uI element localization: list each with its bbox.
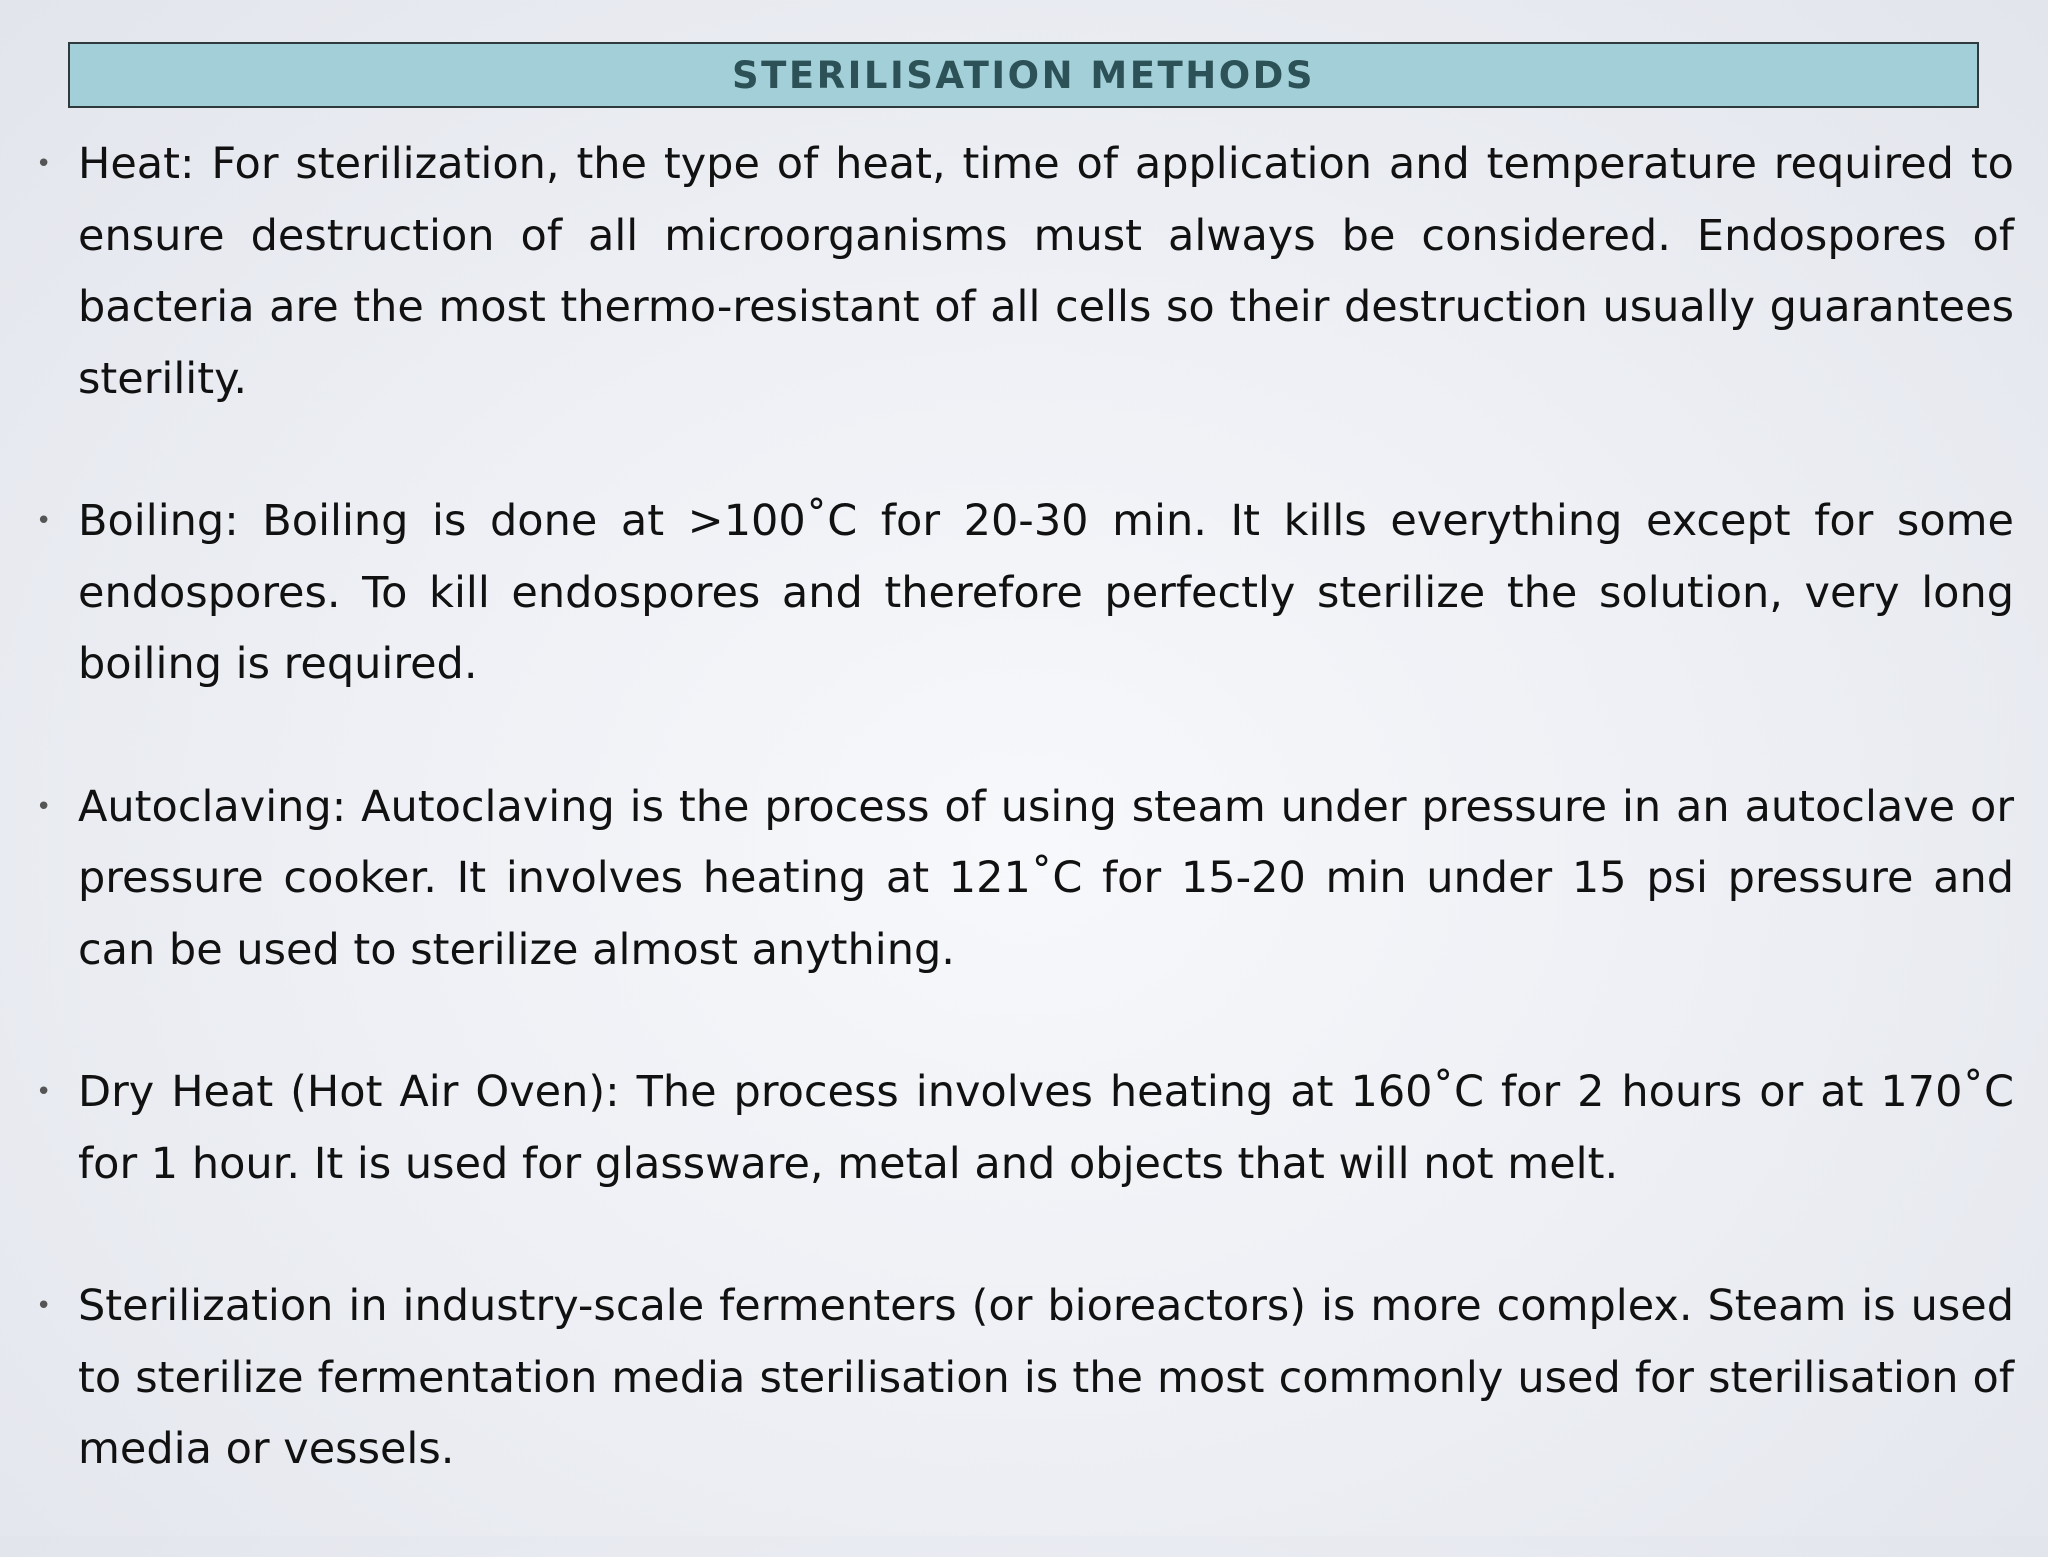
bullet-item-industry-fermenters — [0, 1271, 2048, 1486]
bullet-dot-icon: • — [36, 149, 52, 179]
bullet-dot-icon: • — [36, 1077, 52, 1107]
bullet-dot-icon: • — [36, 506, 52, 536]
bullet-text: Sterilization in industry-scale fermenters (or bioreactors) is more complex. Steam is used to sterilize fermentation media sterilisation is the most commonly used for sterilisation of media or vessels. — [78, 1281, 2014, 1474]
bullet-list — [0, 129, 2048, 1557]
bullet-item-dry-heat — [0, 1057, 2048, 1200]
slide-title: STERILISATION METHODS — [731, 53, 1316, 97]
bullet-text: Autoclaving: Autoclaving is the process of using steam under pressure in an autoclave or pressure cooker. It involves heating at 121˚C for 15-20 min under 15 psi pressure and can be used to sterilize almost anything. — [78, 781, 2014, 975]
bullet-item-autoclaving — [0, 772, 2048, 987]
bullet-dot-icon: • — [36, 791, 52, 822]
bullet-item-boiling — [0, 486, 2048, 701]
bullet-text: Dry Heat (Hot Air Oven): The process involves heating at 160˚C for 2 hours or at 170˚C for 1 hour. It is used for glassware, metal and objects that will not melt. — [78, 1067, 2014, 1189]
bullet-item-heat — [0, 129, 2048, 415]
bullet-dot-icon: • — [36, 1291, 52, 1321]
bullet-text: Boiling: Boiling is done at >100˚C for 20-30 min. It kills everything except for some endospores. To kill endospores and therefore perfectly sterilize the solution, very long boiling is required. — [78, 496, 2014, 689]
bullet-text: Heat: For sterilization, the type of heat, time of application and temperature required to ensure destruction of all microorganisms must always be considered. Endospores of bacteria are the most thermo-resistant of all cells so their destruction usually guarantees sterility. — [78, 139, 2014, 404]
title-bar — [68, 42, 1979, 108]
